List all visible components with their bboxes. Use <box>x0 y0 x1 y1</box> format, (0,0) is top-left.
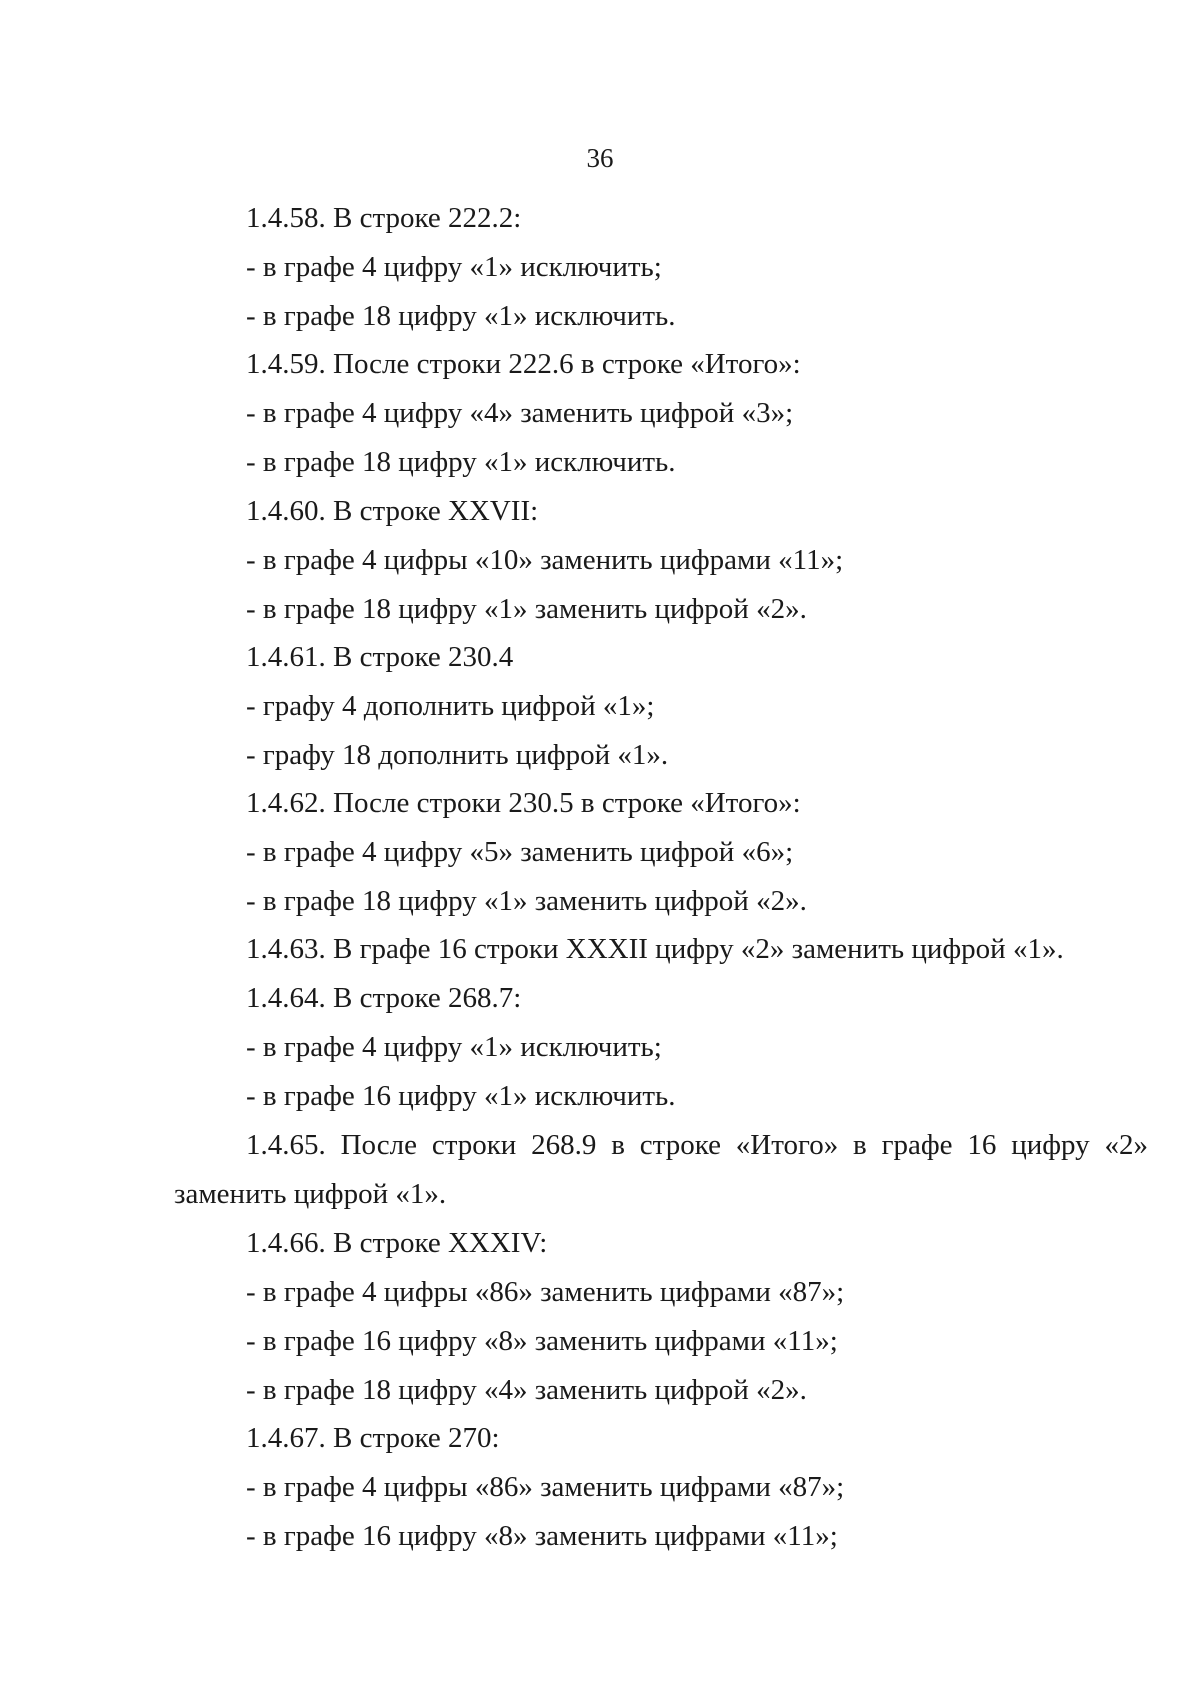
text-line: - в графе 4 цифру «1» исключить; <box>246 251 662 283</box>
text-line: - графу 18 дополнить цифрой «1». <box>246 739 669 771</box>
text-line: - в графе 18 цифру «1» заменить цифрой «2». <box>246 885 807 917</box>
text-line: - в графе 16 цифру «1» исключить. <box>246 1080 676 1112</box>
text-line: 1.4.64. В строке 268.7: <box>246 982 522 1014</box>
text-line: заменить цифрой «1». <box>174 1178 447 1210</box>
text-line: - в графе 18 цифру «1» исключить. <box>246 446 676 478</box>
text-line: 1.4.66. В строке XXXIV: <box>246 1227 548 1259</box>
text-line: - в графе 16 цифру «8» заменить цифрами «11»; <box>246 1520 838 1552</box>
text-line: 1.4.61. В строке 230.4 <box>246 641 514 673</box>
text-line: 1.4.63. В графе 16 строки XXXII цифру «2» заменить цифрой «1». <box>246 933 1064 965</box>
text-line: - графу 4 дополнить цифрой «1»; <box>246 690 655 722</box>
text-line: - в графе 4 цифры «86» заменить цифрами «87»; <box>246 1471 845 1503</box>
text-line: - в графе 4 цифру «4» заменить цифрой «3»; <box>246 397 794 429</box>
text-line: 1.4.58. В строке 222.2: <box>246 202 522 234</box>
text-line: 1.4.65. После строки 268.9 в строке «Итого» в графе 16 цифру «2» <box>246 1129 1148 1161</box>
text-line: - в графе 4 цифры «10» заменить цифрами «11»; <box>246 544 844 576</box>
text-line: - в графе 18 цифру «1» заменить цифрой «2». <box>246 593 807 625</box>
text-line: 1.4.60. В строке XXVII: <box>246 495 539 527</box>
text-line: - в графе 4 цифру «5» заменить цифрой «6»; <box>246 836 794 868</box>
text-line: 1.4.59. После строки 222.6 в строке «Итого»: <box>246 348 801 380</box>
text-line: - в графе 16 цифру «8» заменить цифрами «11»; <box>246 1325 838 1357</box>
text-line: 1.4.67. В строке 270: <box>246 1422 500 1454</box>
page-number: 36 <box>586 143 614 173</box>
text-line: - в графе 4 цифры «86» заменить цифрами «87»; <box>246 1276 845 1308</box>
text-line: - в графе 18 цифру «4» заменить цифрой «2». <box>246 1374 807 1406</box>
text-line: 1.4.62. После строки 230.5 в строке «Итого»: <box>246 787 801 819</box>
text-line: - в графе 18 цифру «1» исключить. <box>246 300 676 332</box>
text-line: - в графе 4 цифру «1» исключить; <box>246 1031 662 1063</box>
